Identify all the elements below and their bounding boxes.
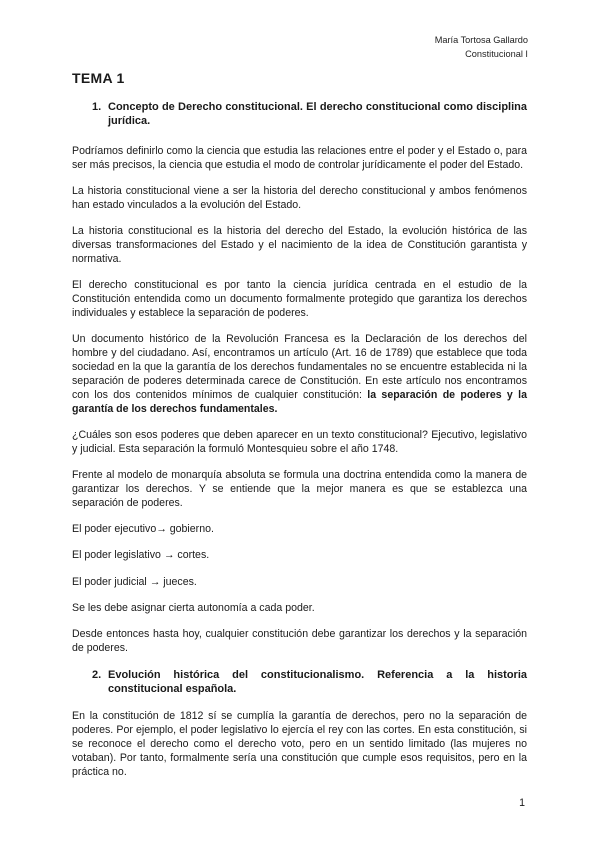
paragraph: El derecho constitucional es por tanto la ciencia jurídica centrada en el estudio de la Constitución entendida como un documento formalmente protegido que garantiza los derechos individuales y establece la separación de poderes. xyxy=(72,279,527,320)
power-item-legislativo: El poder legislativo → cortes. xyxy=(72,549,210,562)
power-item-ejecutivo: El poder ejecutivo→ gobierno. xyxy=(72,523,214,536)
header-author: María Tortosa Gallardo xyxy=(434,35,528,45)
section-number: 2. xyxy=(92,669,102,682)
header-subject: Constitucional I xyxy=(465,49,528,59)
section-heading-2 xyxy=(92,668,527,696)
paragraph: Se les debe asignar cierta autonomía a cada poder. xyxy=(72,601,315,614)
page-number: 1 xyxy=(519,797,525,809)
paragraph: Podríamos definirlo como la ciencia que estudia las relaciones entre el poder y el Estado o, para ser más precisos, la ciencia que estudia el modo de controlar jurídicamente el poder del Estado. xyxy=(72,145,527,171)
power-item-judicial: El poder judicial → jueces. xyxy=(72,575,197,588)
section-title: Evolución histórica del constitucionalismo. Referencia a la historia constitucional española. xyxy=(108,669,527,696)
paragraph: En la constitución de 1812 sí se cumplía la garantía de derechos, pero no la separación de poderes. Por ejemplo, el poder legislativo lo ejercía el rey con las cortes. En esta constitución, si se reconoce el derecho como el derecho voto, pero en un sentido limitado (las mujeres no votaban). Por tanto, formalmente sería una constitución que cumple esos requisitos, pero en la práctica no. xyxy=(72,710,527,778)
section-title: Concepto de Derecho constitucional. El derecho constitucional como disciplina jurídica. xyxy=(108,101,527,127)
paragraph-text: Un documento histórico de la Revolución Francesa es la Declaración de los derechos del hombre y del ciudadano. Así, encontramos un artículo (Art. 16 de 1789) que establece que toda sociedad en la que la garantía de los derechos fundamentales no se encuentre establecida ni la separación de poderes determinada carece de Constitución. En este artículo nos encontramos con los dos contenidos mínimos de cualquier constitución: xyxy=(72,333,527,401)
paragraph: La historia constitucional viene a ser la historia del derecho constitucional y ambos fenómenos han estado vinculados a la evolución del Estado. xyxy=(72,185,527,212)
document-title: TEMA 1 xyxy=(72,70,125,86)
page-header xyxy=(435,33,528,61)
section-number: 1. xyxy=(92,101,102,113)
paragraph: La historia constitucional es la historia del derecho del Estado, la evolución histórica de las diversas transformaciones del Estado y el nacimiento de la idea de Constitución garantista y normativa. xyxy=(72,225,527,266)
paragraph: Frente al modelo de monarquía absoluta se formula una doctrina entendida como la manera de garantizar los derechos. Y se entiende que la mejor manera es que se establezca una separación de poderes. xyxy=(72,469,527,509)
section-heading-1 xyxy=(92,100,527,128)
document-body xyxy=(72,70,527,792)
paragraph-revolucion xyxy=(72,333,527,416)
paragraph: Desde entonces hasta hoy, cualquier constitución debe garantizar los derechos y la separación de poderes. xyxy=(72,627,527,654)
bold-emphasis: la separación de poderes y la garantía de los derechos fundamentales. xyxy=(72,388,527,415)
paragraph: ¿Cuáles son esos poderes que deben aparecer en un texto constitucional? Ejecutivo, legislativo y judicial. Esta separación la formuló Montesquieu sobre el año 1748. xyxy=(72,428,527,455)
